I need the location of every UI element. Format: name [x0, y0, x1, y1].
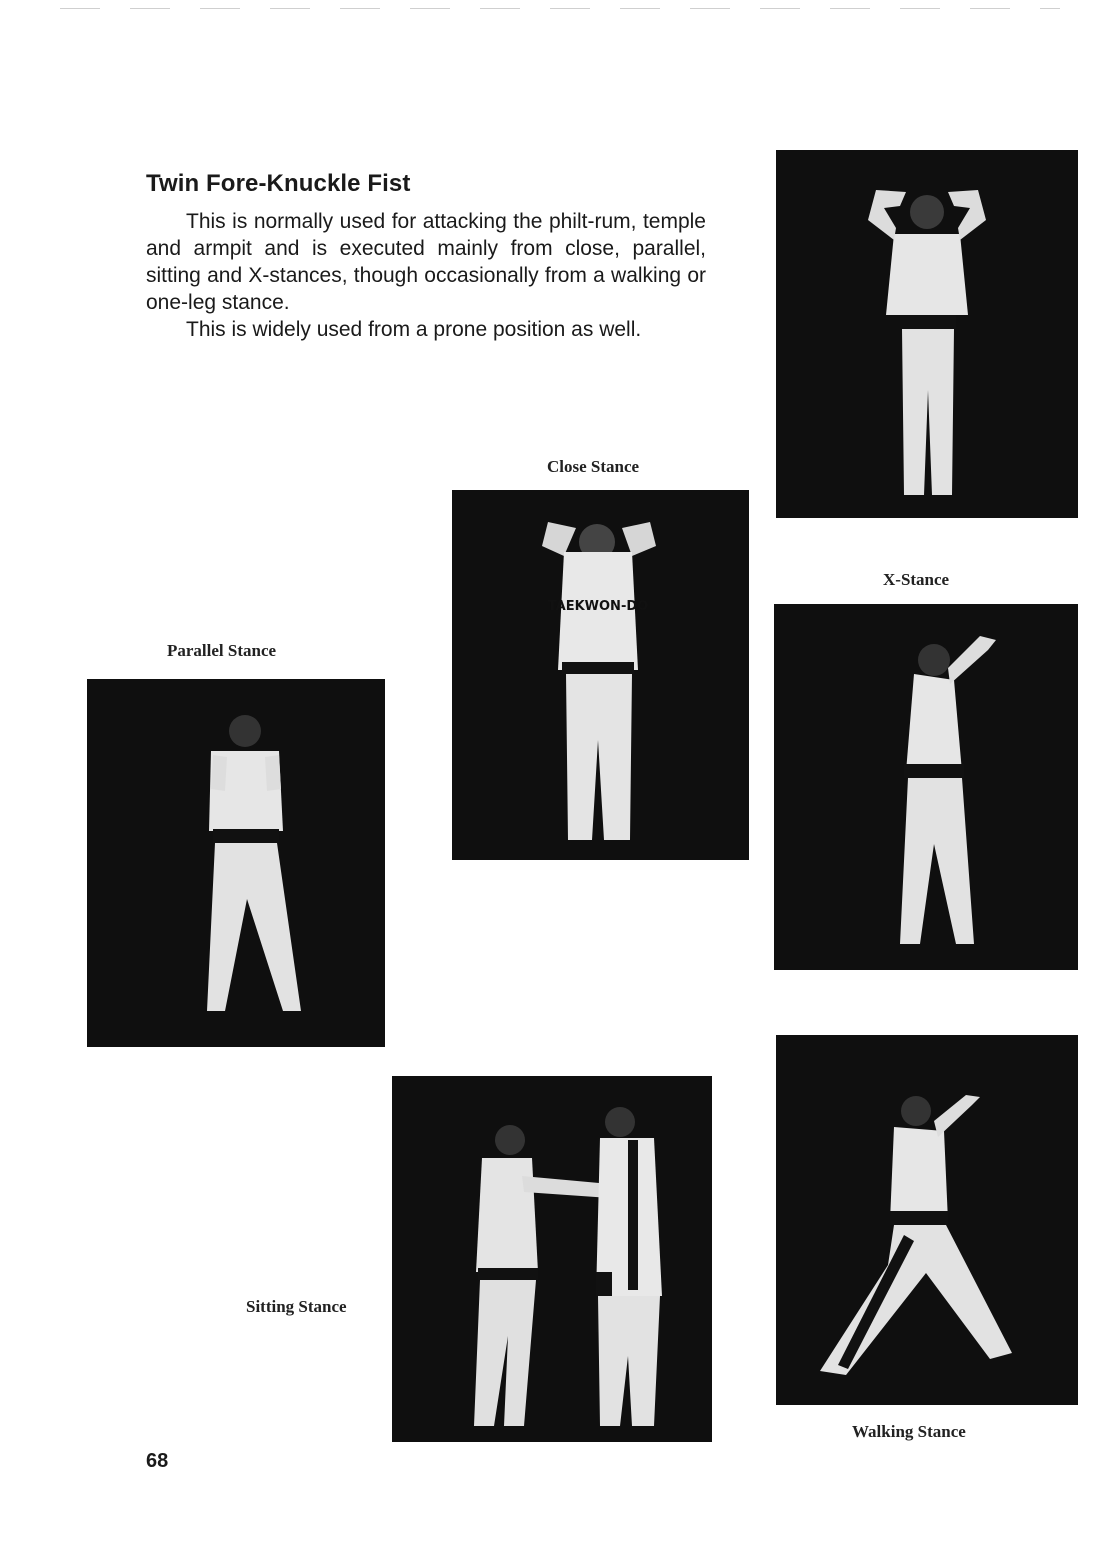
- close-stance-photo: [452, 490, 749, 860]
- caption-sitting-stance: Sitting Stance: [246, 1297, 347, 1316]
- sitting-stance-photo: [392, 1076, 712, 1442]
- walking-stance-photo: [776, 1035, 1078, 1405]
- x-stance-figure: [776, 150, 1078, 518]
- paragraph-2: This is widely used from a prone position as well.: [186, 318, 642, 341]
- caption-close-stance: Close Stance: [547, 457, 640, 476]
- body-text: [146, 208, 706, 343]
- svg-text:TAEKWON-DO: TAEKWON-DO: [547, 599, 649, 614]
- x-stance-side-photo: [774, 604, 1078, 970]
- scan-artifact-line: [60, 8, 1060, 9]
- caption-x-stance: X-Stance: [883, 570, 950, 589]
- sitting-stance-figures: [392, 1076, 712, 1442]
- paragraph-1: This is normally used for attacking the philt-rum, temple and armpit and is executed mainly from close, parallel, sitting and X-stances, though occasionally from a walking or one-leg stance.: [146, 210, 706, 314]
- parallel-stance-photo: [87, 679, 385, 1047]
- caption-walking-stance: Walking Stance: [852, 1422, 966, 1441]
- page-number: 68: [146, 1450, 169, 1472]
- caption-parallel-stance: Parallel Stance: [167, 641, 277, 660]
- close-stance-figure: [452, 490, 749, 860]
- walking-stance-figure: [776, 1035, 1078, 1405]
- x-stance-side-figure: [774, 604, 1078, 970]
- x-stance-photo: [776, 150, 1078, 518]
- section-heading: Twin Fore-Knuckle Fist: [146, 170, 411, 197]
- parallel-stance-figure: [87, 679, 385, 1047]
